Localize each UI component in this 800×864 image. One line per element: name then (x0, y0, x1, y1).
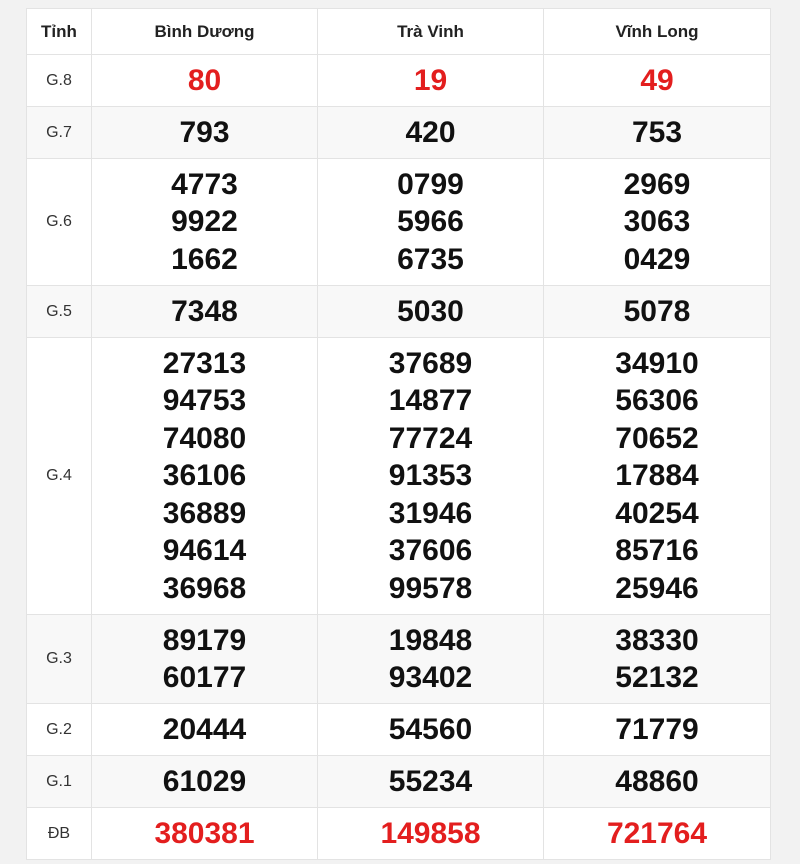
winning-number: 54560 (388, 712, 473, 746)
winning-number: 37606 (388, 534, 473, 568)
prize-row-đb (27, 808, 771, 860)
winning-number: 56306 (615, 384, 699, 418)
winning-number: 77724 (388, 421, 473, 455)
winning-number: 27313 (162, 346, 247, 380)
winning-number: 99578 (388, 571, 473, 605)
winning-number: 149858 (380, 816, 481, 850)
winning-number: 19848 (388, 623, 473, 657)
winning-number: 71779 (615, 712, 699, 746)
winning-number: 19 (413, 63, 448, 97)
prize-label: G.1 (27, 756, 92, 808)
winning-number: 94614 (162, 534, 247, 568)
winning-number: 85716 (615, 534, 699, 568)
lottery-results-table (26, 8, 771, 860)
prize-row-g8 (27, 55, 771, 107)
winning-number: 20444 (162, 712, 247, 746)
result-cell-vinh-long (544, 338, 771, 615)
result-cell-binh-duong (92, 615, 318, 704)
result-cell-binh-duong (92, 808, 318, 860)
winning-number: 48860 (615, 764, 699, 798)
winning-number: 34910 (615, 346, 699, 380)
result-cell-tra-vinh (318, 107, 544, 159)
province-vinh-long[interactable]: Vĩnh Long (544, 9, 771, 55)
prize-label: G.7 (27, 107, 92, 159)
result-cell-tra-vinh (318, 338, 544, 615)
result-cell-binh-duong (92, 704, 318, 756)
result-cell-binh-duong (92, 55, 318, 107)
prize-row-g7 (27, 107, 771, 159)
winning-number: 3063 (623, 205, 691, 239)
winning-number: 5078 (623, 294, 691, 328)
prize-label: G.3 (27, 615, 92, 704)
winning-number: 6735 (397, 242, 464, 276)
header-label: Tỉnh (27, 9, 92, 55)
winning-number: 721764 (606, 816, 708, 850)
winning-number: 31946 (388, 496, 473, 530)
prize-label: G.6 (27, 159, 92, 286)
winning-number: 0799 (397, 167, 464, 201)
winning-number: 52132 (615, 661, 699, 694)
prize-row-g1 (27, 756, 771, 808)
winning-number: 55234 (388, 764, 473, 798)
result-cell-binh-duong (92, 286, 318, 338)
winning-number: 753 (631, 115, 683, 149)
winning-number: 36889 (162, 496, 247, 530)
winning-number: 36968 (162, 571, 247, 605)
winning-number: 2969 (623, 167, 691, 201)
result-cell-vinh-long (544, 159, 771, 286)
winning-number: 74080 (162, 421, 247, 455)
result-cell-tra-vinh (318, 55, 544, 107)
winning-number: 49 (640, 63, 674, 97)
result-cell-binh-duong (92, 159, 318, 286)
winning-number: 5030 (397, 294, 464, 328)
result-cell-vinh-long (544, 107, 771, 159)
result-cell-tra-vinh (318, 286, 544, 338)
winning-number: 89179 (162, 623, 247, 657)
winning-number: 91353 (388, 459, 473, 493)
header-row (27, 9, 771, 55)
winning-number: 60177 (162, 661, 247, 694)
prize-label: G.5 (27, 286, 92, 338)
winning-number: 0429 (623, 242, 691, 276)
winning-number: 37689 (388, 346, 473, 380)
prize-row-g2 (27, 704, 771, 756)
prize-label: G.8 (27, 55, 92, 107)
winning-number: 7348 (171, 294, 238, 328)
prize-label: G.4 (27, 338, 92, 615)
winning-number: 17884 (615, 459, 699, 493)
prize-label: ĐB (27, 808, 92, 860)
result-cell-vinh-long (544, 286, 771, 338)
prize-row-g5 (27, 286, 771, 338)
winning-number: 25946 (615, 571, 699, 605)
winning-number: 793 (179, 115, 230, 149)
prize-label: G.2 (27, 704, 92, 756)
result-cell-vinh-long (544, 756, 771, 808)
result-cell-tra-vinh (318, 704, 544, 756)
result-cell-tra-vinh (318, 808, 544, 860)
result-cell-tra-vinh (318, 615, 544, 704)
prize-row-g6 (27, 159, 771, 286)
winning-number: 380381 (154, 816, 255, 850)
winning-number: 40254 (615, 496, 699, 530)
prize-row-g4 (27, 338, 771, 615)
winning-number: 61029 (162, 764, 247, 798)
winning-number: 70652 (615, 421, 699, 455)
result-cell-vinh-long (544, 615, 771, 704)
winning-number: 36106 (162, 459, 247, 493)
prize-row-g3 (27, 615, 771, 704)
winning-number: 420 (405, 115, 456, 149)
result-cell-binh-duong (92, 107, 318, 159)
winning-number: 38330 (615, 623, 699, 657)
result-cell-vinh-long (544, 55, 771, 107)
province-tra-vinh[interactable]: Trà Vinh (318, 9, 544, 55)
result-cell-binh-duong (92, 338, 318, 615)
result-cell-tra-vinh (318, 159, 544, 286)
winning-number: 5966 (397, 205, 464, 239)
results-panel (26, 8, 770, 860)
winning-number: 14877 (388, 384, 473, 418)
result-cell-vinh-long (544, 808, 771, 860)
result-cell-vinh-long (544, 704, 771, 756)
province-binh-duong[interactable]: Bình Dương (92, 9, 318, 55)
result-cell-binh-duong (92, 756, 318, 808)
winning-number: 80 (187, 63, 222, 97)
winning-number: 4773 (171, 167, 238, 201)
winning-number: 9922 (171, 205, 238, 239)
winning-number: 93402 (388, 661, 473, 694)
winning-number: 1662 (171, 242, 238, 276)
result-cell-tra-vinh (318, 756, 544, 808)
winning-number: 94753 (162, 384, 247, 418)
